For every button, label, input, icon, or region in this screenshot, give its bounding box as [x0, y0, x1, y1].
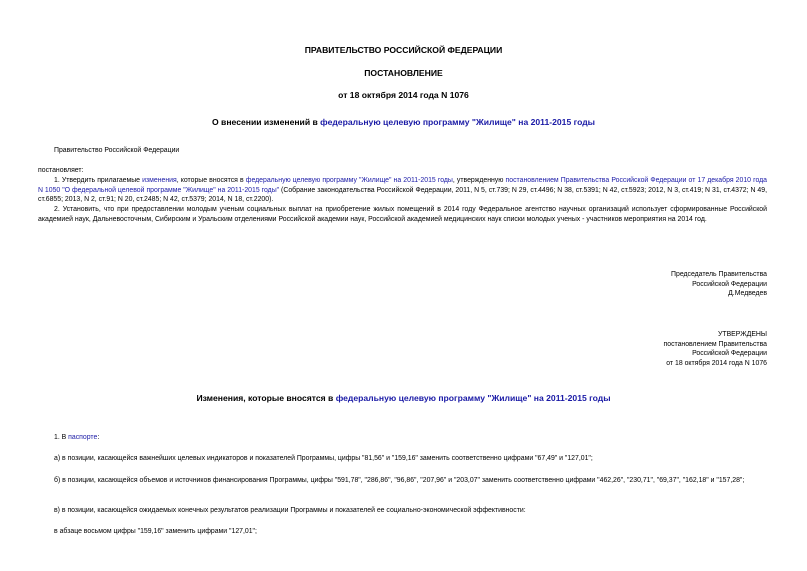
program-link[interactable]: федеральную целевую программу "Жилище" на 2011-2015 годы	[320, 117, 596, 127]
item-d: в абзаце восьмом цифры "159,16" заменить цифрами "127,01";	[54, 528, 257, 535]
changes-title	[0, 393, 807, 403]
approved-date: от 18 октября 2014 года N 1076	[666, 359, 767, 367]
approved-block	[500, 330, 767, 368]
doc-type-heading: ПОСТАНОВЛЕНИЕ	[364, 68, 443, 78]
doc-title	[0, 117, 807, 127]
p1-text-c: , утвержденную	[452, 177, 506, 184]
passport-link[interactable]: паспорте	[68, 434, 98, 441]
signature-block	[500, 270, 767, 299]
signature-position: Председатель Правительства	[671, 271, 767, 278]
item-1-text: 1. В	[54, 434, 69, 441]
item-a: а) в позиции, касающейся важнейших целевых индикаторов и показателей Программы, цифры "81,56" и "159,16" заменить соответственно цифрами "67,49" и "127,01";	[54, 455, 593, 462]
signature-country: Российской Федерации	[692, 280, 767, 288]
p1-text-a: 1. Утвердить прилагаемые	[54, 177, 143, 184]
paragraph-2: 2. Установить, что при предоставлении молодым ученым социальных выплат на приобретение жилых помещений в 2014 году Федеральное агентство научных организаций использует сформированные Российской академией наук, Дальневосточным, Сибирским и Уральским отделениями Российской академии наук, Российской академией медицинских наук списки молодых ученых - участников мероприятия на 2014 год.	[38, 206, 767, 223]
paragraph-1	[38, 176, 767, 205]
org-heading: ПРАВИТЕЛЬСТВО РОССИЙСКОЙ ФЕДЕРАЦИИ	[304, 45, 503, 55]
item-c: в) в позиции, касающейся ожидаемых конечных результатов реализации Программы и показателей ее социально-экономической эффективности:	[54, 507, 526, 514]
program-link-3[interactable]: федеральную целевую программу "Жилище" на 2011-2015 годы	[335, 393, 611, 403]
government-line: Правительство Российской Федерации	[54, 147, 180, 154]
p1-text-d: (Собрание законодательства Российской Федерации, 2011, N 5, ст.739; N 29, ст.4496; N 38, ст.5391; N 42, ст.5923; 2012, N 3, ст.419; N 31, ст.4372; N 49, ст.6855; 2013, N 2, ст.91; N 20, ст.2485; N 42, ст.5379; 2014, N 18, ст.2200).	[38, 186, 767, 204]
item-1-colon: :	[97, 434, 100, 441]
approved-country: Российской Федерации	[692, 350, 767, 358]
signature-name: Д.Медведев	[728, 290, 767, 298]
program-link-2[interactable]: федеральную целевую программу "Жилище" на 2011-2015 годы	[245, 177, 453, 184]
changes-link[interactable]: изменения	[142, 177, 177, 184]
changes-title-text: Изменения, которые вносятся в	[196, 393, 336, 403]
decrees-line: постановляет:	[38, 167, 84, 174]
approved-by: постановлением Правительства	[663, 340, 767, 348]
approved-title: УТВЕРЖДЕНЫ	[718, 331, 767, 338]
doc-title-text: О внесении изменений в	[211, 117, 321, 127]
item-b: б) в позиции, касающейся объемов и источников финансирования Программы, цифры "591,78", "286,86", "96,86", "207,96" и "203,07" заменить соответственно цифрами "462,26", "230,71", "69,37", "162,18" и "157,28";	[54, 477, 745, 484]
resolution-link[interactable]: постановлением Правительства Российской Федерации от 17 декабря 2010 года N 1050 "О федеральной целевой программе "Жилище" на 2011-2015 годы"	[38, 177, 767, 194]
doc-date-number: от 18 октября 2014 года N 1076	[338, 90, 469, 100]
item-1	[54, 433, 99, 443]
p1-text-b: , которые вносятся в	[176, 177, 246, 184]
